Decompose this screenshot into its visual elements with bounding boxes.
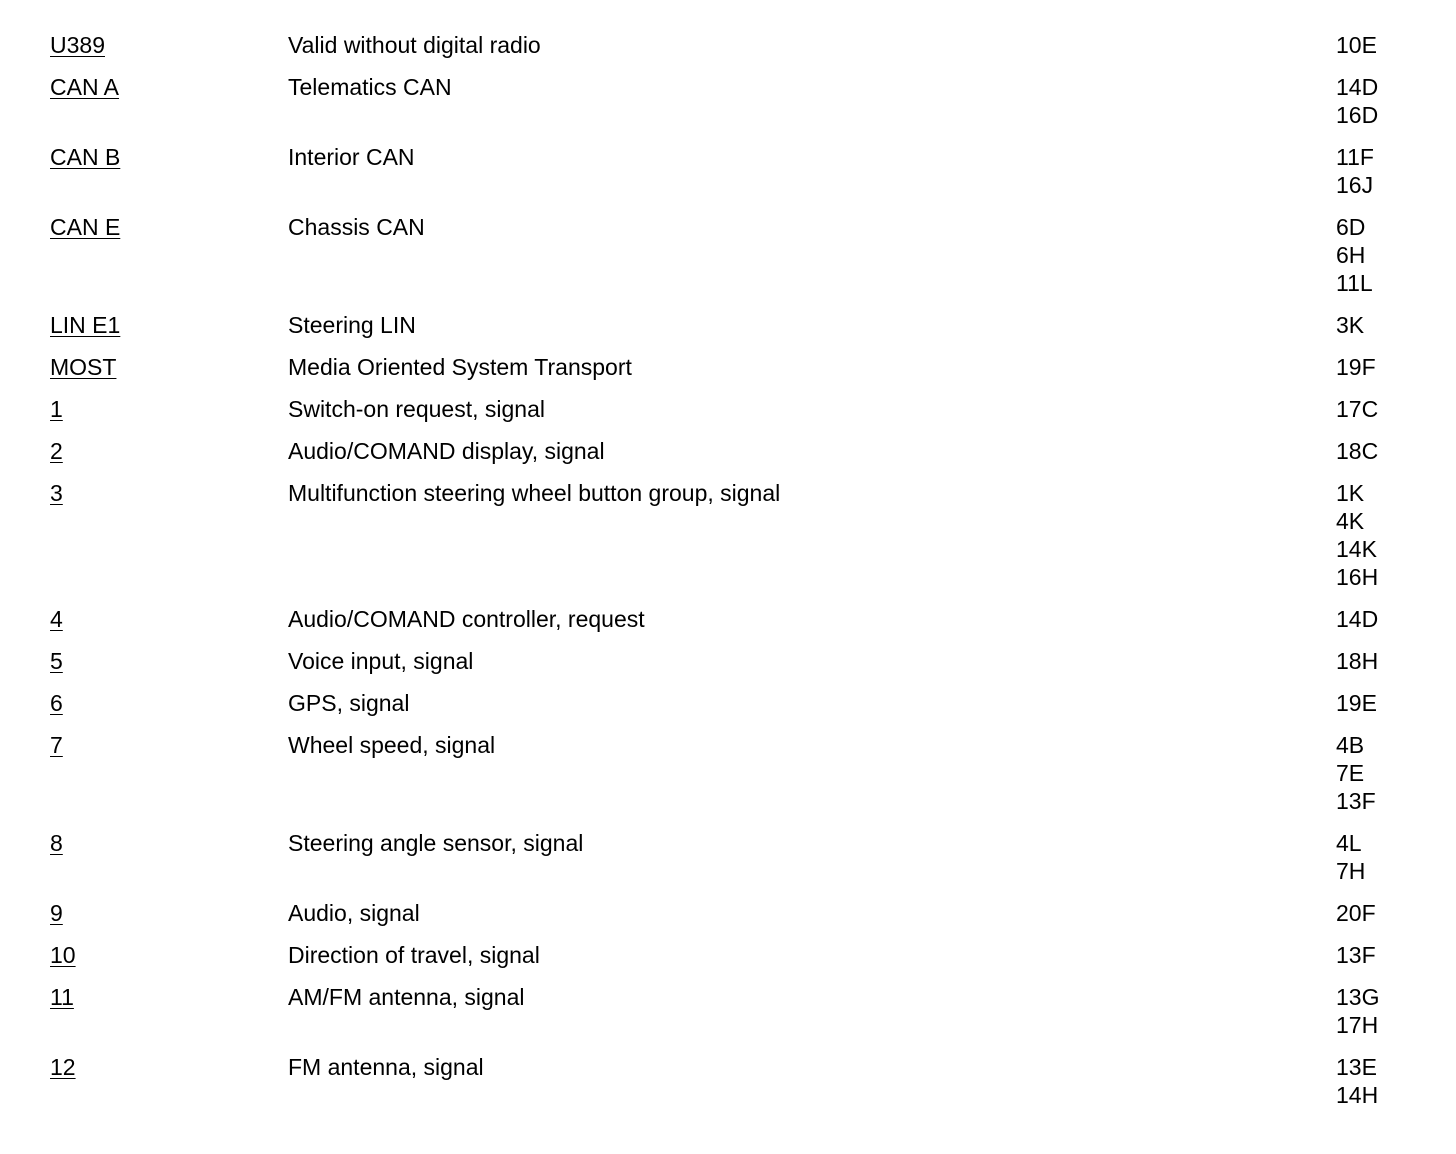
legend-description: Media Oriented System Transport: [288, 354, 632, 380]
grid-references: [1336, 605, 1410, 633]
legend-description: Steering LIN: [288, 312, 416, 338]
grid-reference: 14H: [1336, 1082, 1379, 1108]
legend-description: Chassis CAN: [288, 214, 425, 240]
grid-reference: 17H: [1336, 1012, 1379, 1038]
grid-reference: 16J: [1336, 172, 1374, 198]
table-row: [50, 73, 1410, 129]
grid-reference: 14D: [1336, 74, 1379, 100]
grid-reference: 18C: [1336, 438, 1379, 464]
grid-references: [1336, 213, 1410, 297]
grid-references: [1336, 31, 1410, 59]
grid-reference: 6H: [1336, 242, 1366, 268]
legend-code-link[interactable]: 8: [50, 830, 63, 856]
grid-reference: 7E: [1336, 760, 1365, 786]
grid-references: [1336, 731, 1410, 815]
legend-description: Telematics CAN: [288, 74, 452, 100]
legend-code-link[interactable]: LIN E1: [50, 312, 121, 338]
grid-reference: 4K: [1336, 508, 1365, 534]
grid-reference: 13G: [1336, 984, 1380, 1010]
table-row: [50, 395, 1410, 423]
grid-reference: 6D: [1336, 214, 1366, 240]
grid-references: [1336, 395, 1410, 423]
legend-code-link[interactable]: 3: [50, 480, 63, 506]
grid-reference: 13E: [1336, 1054, 1377, 1080]
table-row: [50, 731, 1410, 815]
table-row: [50, 213, 1410, 297]
legend-code-link[interactable]: 2: [50, 438, 63, 464]
grid-references: [1336, 899, 1410, 927]
table-row: [50, 605, 1410, 633]
grid-references: [1336, 437, 1410, 465]
table-row: [50, 1053, 1410, 1109]
legend-description: Steering angle sensor, signal: [288, 830, 584, 856]
grid-references: [1336, 647, 1410, 675]
legend-code-link[interactable]: 11: [50, 984, 74, 1010]
grid-reference: 7H: [1336, 858, 1366, 884]
legend-description: Audio, signal: [288, 900, 420, 926]
grid-reference: 17C: [1336, 396, 1379, 422]
legend-description: Audio/COMAND display, signal: [288, 438, 605, 464]
grid-references: [1336, 829, 1410, 885]
legend-description: Multifunction steering wheel button group, signal: [288, 480, 781, 506]
grid-reference: 20F: [1336, 900, 1376, 926]
legend-description: FM antenna, signal: [288, 1054, 484, 1080]
legend-description: Interior CAN: [288, 144, 415, 170]
grid-reference: 19E: [1336, 690, 1377, 716]
grid-references: [1336, 311, 1410, 339]
legend-description: Audio/COMAND controller, request: [288, 606, 645, 632]
grid-references: [1336, 941, 1410, 969]
table-row: [50, 899, 1410, 927]
legend-description: Wheel speed, signal: [288, 732, 496, 758]
grid-references: [1336, 73, 1410, 129]
table-row: [50, 941, 1410, 969]
grid-reference: 11F: [1336, 144, 1374, 170]
grid-reference: 4L: [1336, 830, 1362, 856]
legend-table: [50, 31, 1410, 1123]
grid-reference: 11L: [1336, 270, 1373, 296]
legend-description: Direction of travel, signal: [288, 942, 540, 968]
grid-reference: 13F: [1336, 942, 1376, 968]
table-row: [50, 353, 1410, 381]
grid-reference: 18H: [1336, 648, 1379, 674]
legend-description: GPS, signal: [288, 690, 410, 716]
grid-references: [1336, 689, 1410, 717]
table-row: [50, 983, 1410, 1039]
legend-description: Switch-on request, signal: [288, 396, 545, 422]
grid-reference: 16H: [1336, 564, 1379, 590]
table-row: [50, 689, 1410, 717]
grid-reference: 1K: [1336, 480, 1365, 506]
table-row: [50, 31, 1410, 59]
legend-code-link[interactable]: U389: [50, 32, 105, 58]
grid-reference: 14D: [1336, 606, 1379, 632]
legend-code-link[interactable]: 4: [50, 606, 63, 632]
legend-description: Valid without digital radio: [288, 32, 541, 58]
grid-reference: 19F: [1336, 354, 1376, 380]
legend-code-link[interactable]: 5: [50, 648, 63, 674]
grid-reference: 3K: [1336, 312, 1365, 338]
legend-description: Voice input, signal: [288, 648, 474, 674]
legend-code-link[interactable]: CAN B: [50, 144, 121, 170]
table-row: [50, 437, 1410, 465]
grid-references: [1336, 353, 1410, 381]
legend-code-link[interactable]: 1: [50, 396, 63, 422]
legend-code-link[interactable]: CAN E: [50, 214, 121, 240]
table-row: [50, 143, 1410, 199]
legend-description: AM/FM antenna, signal: [288, 984, 525, 1010]
grid-reference: 10E: [1336, 32, 1377, 58]
grid-references: [1336, 983, 1410, 1039]
legend-code-link[interactable]: 10: [50, 942, 76, 968]
legend-code-link[interactable]: 6: [50, 690, 63, 716]
grid-references: [1336, 1053, 1410, 1109]
legend-code-link[interactable]: CAN A: [50, 74, 120, 100]
table-row: [50, 311, 1410, 339]
table-row: [50, 829, 1410, 885]
legend-code-link[interactable]: 7: [50, 732, 63, 758]
table-row: [50, 479, 1410, 591]
legend-code-link[interactable]: 9: [50, 900, 63, 926]
legend-code-link[interactable]: 12: [50, 1054, 76, 1080]
grid-references: [1336, 479, 1410, 591]
grid-references: [1336, 143, 1410, 199]
table-row: [50, 647, 1410, 675]
grid-reference: 16D: [1336, 102, 1379, 128]
grid-reference: 13F: [1336, 788, 1376, 814]
grid-reference: 14K: [1336, 536, 1377, 562]
grid-reference: 4B: [1336, 732, 1365, 758]
legend-code-link[interactable]: MOST: [50, 354, 117, 380]
